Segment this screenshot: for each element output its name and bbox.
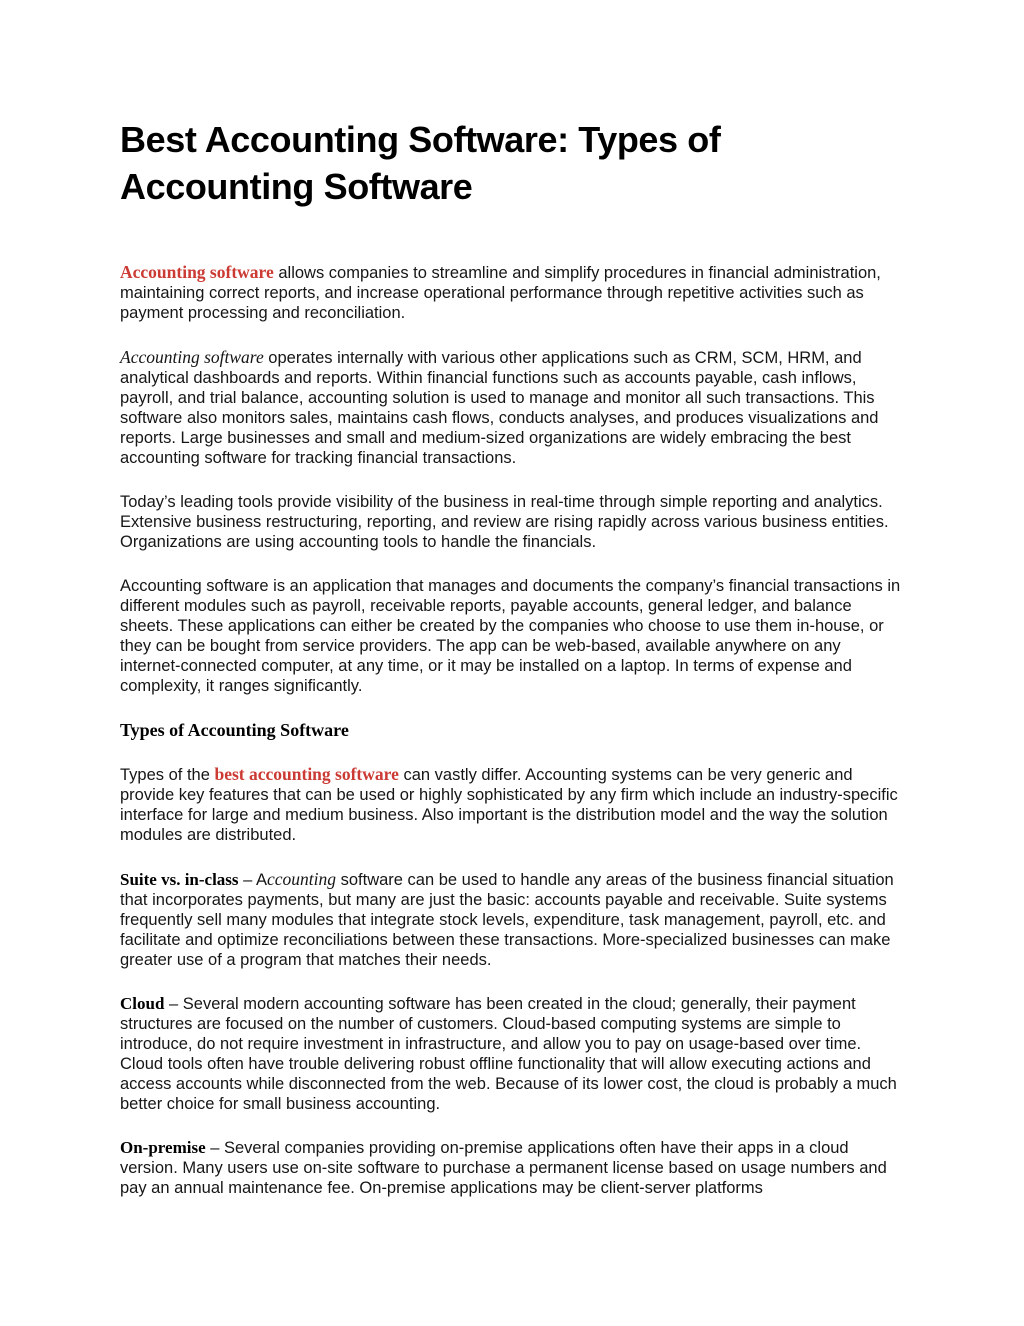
suite-term-label: Suite vs. in-class	[120, 870, 239, 889]
paragraph-onpremise-text: Several companies providing on-premise applications often have their apps in a cloud version. Many users use on-site software to purchase a permanent license based on usage numbers and pay an annual maintenance fee. On-premise applications may be client-server platforms	[120, 1139, 887, 1197]
onpremise-term-label: On-premise	[120, 1138, 206, 1157]
paragraph-intro-text: allows companies to streamline and simplify procedures in financial administration, maintaining correct reports, and increase operational performance through repetitive activities such as payment processing and reconciliation.	[120, 264, 881, 322]
paragraph-intro	[120, 262, 904, 323]
paragraph-onpremise	[120, 1138, 904, 1198]
paragraph-overview-text: operates internally with various other applications such as CRM, SCM, HRM, and analytical dashboards and reports. Within financial functions such as accounts payable, cash inflows, payroll, and trial balance, accounting solution is used to manage and monitor all such transactions. This software also monitors sales, maintains cash flows, conducts analyses, and produces visualizations and reports. Large businesses and small and medium-sized organizations are widely embracing the best accounting software for tracking financial transactions.	[120, 349, 879, 467]
section-heading-types: Types of Accounting Software	[120, 720, 349, 740]
paragraph-suite-text: software can be used to handle any areas of the business financial situation that incorporates payments, but many are just the basic: accounts payable and receivable. Suite systems frequently sell many modules that integrate stock levels, expenditure, task management, payroll, etc. and facilitate and optimize reconciliations between these transactions. More-specialized businesses can make greater use of a program that matches their needs.	[120, 871, 894, 969]
best-accounting-software-link[interactable]: best accounting software	[214, 764, 399, 784]
paragraph-overview	[120, 347, 904, 468]
paragraph-suite	[120, 869, 904, 970]
paragraph-cloud-text: Several modern accounting software has been created in the cloud; generally, their payment structures are focused on the number of customers. Cloud-based computing systems are simple to introduce, do not require investment in infrastructure, and allow you to pay on usage-based over time. Cloud tools often have trouble delivering robust offline functionality that will allow executing actions and access accounts while disconnected from the web. Because of its lower cost, the cloud is probably a much better choice for small business accounting.	[120, 995, 897, 1113]
paragraph-types-after: can vastly differ. Accounting systems can be very generic and provide key features that can be used or highly sophisticated by any firm which include an industry-specific interface for large and medium business. Also important is the distribution model and the way the solution modules are distributed.	[120, 766, 898, 844]
cloud-dash: –	[164, 995, 183, 1013]
onpremise-dash: –	[205, 1139, 224, 1157]
page-title: Best Accounting Software: Types of Accounting Software	[120, 119, 721, 207]
cloud-term-label: Cloud	[120, 994, 165, 1013]
suite-dash: –	[238, 871, 256, 889]
paragraph-types-before: Types of the	[120, 766, 215, 784]
suite-lead-first-letter: A	[255, 871, 267, 889]
paragraph-today: Today’s leading tools provide visibility of the business in real-time through simple reporting and analytics. Extensive business restructuring, reporting, and review are rising rapidly across various business entities. Organizations are using accounting tools to handle the financials.	[120, 493, 889, 551]
paragraph-types	[120, 764, 904, 845]
suite-lead-italic: ccounting	[267, 869, 337, 889]
accounting-software-link[interactable]: Accounting software	[120, 262, 274, 282]
paragraph-application: Accounting software is an application that manages and documents the company’s financial transactions in different modules such as payroll, receivable reports, payable accounts, general ledger, and balance sheets. These applications can either be created by the companies who choose to use them in-house, or they can be bought from service providers. The app can be web-based, available anywhere on any internet-connected computer, at any time, or it may be installed on a laptop. In terms of expense and complexity, it ranges significantly.	[120, 577, 901, 695]
paragraph-cloud	[120, 994, 904, 1114]
accounting-software-italic-lead: Accounting software	[120, 347, 264, 367]
